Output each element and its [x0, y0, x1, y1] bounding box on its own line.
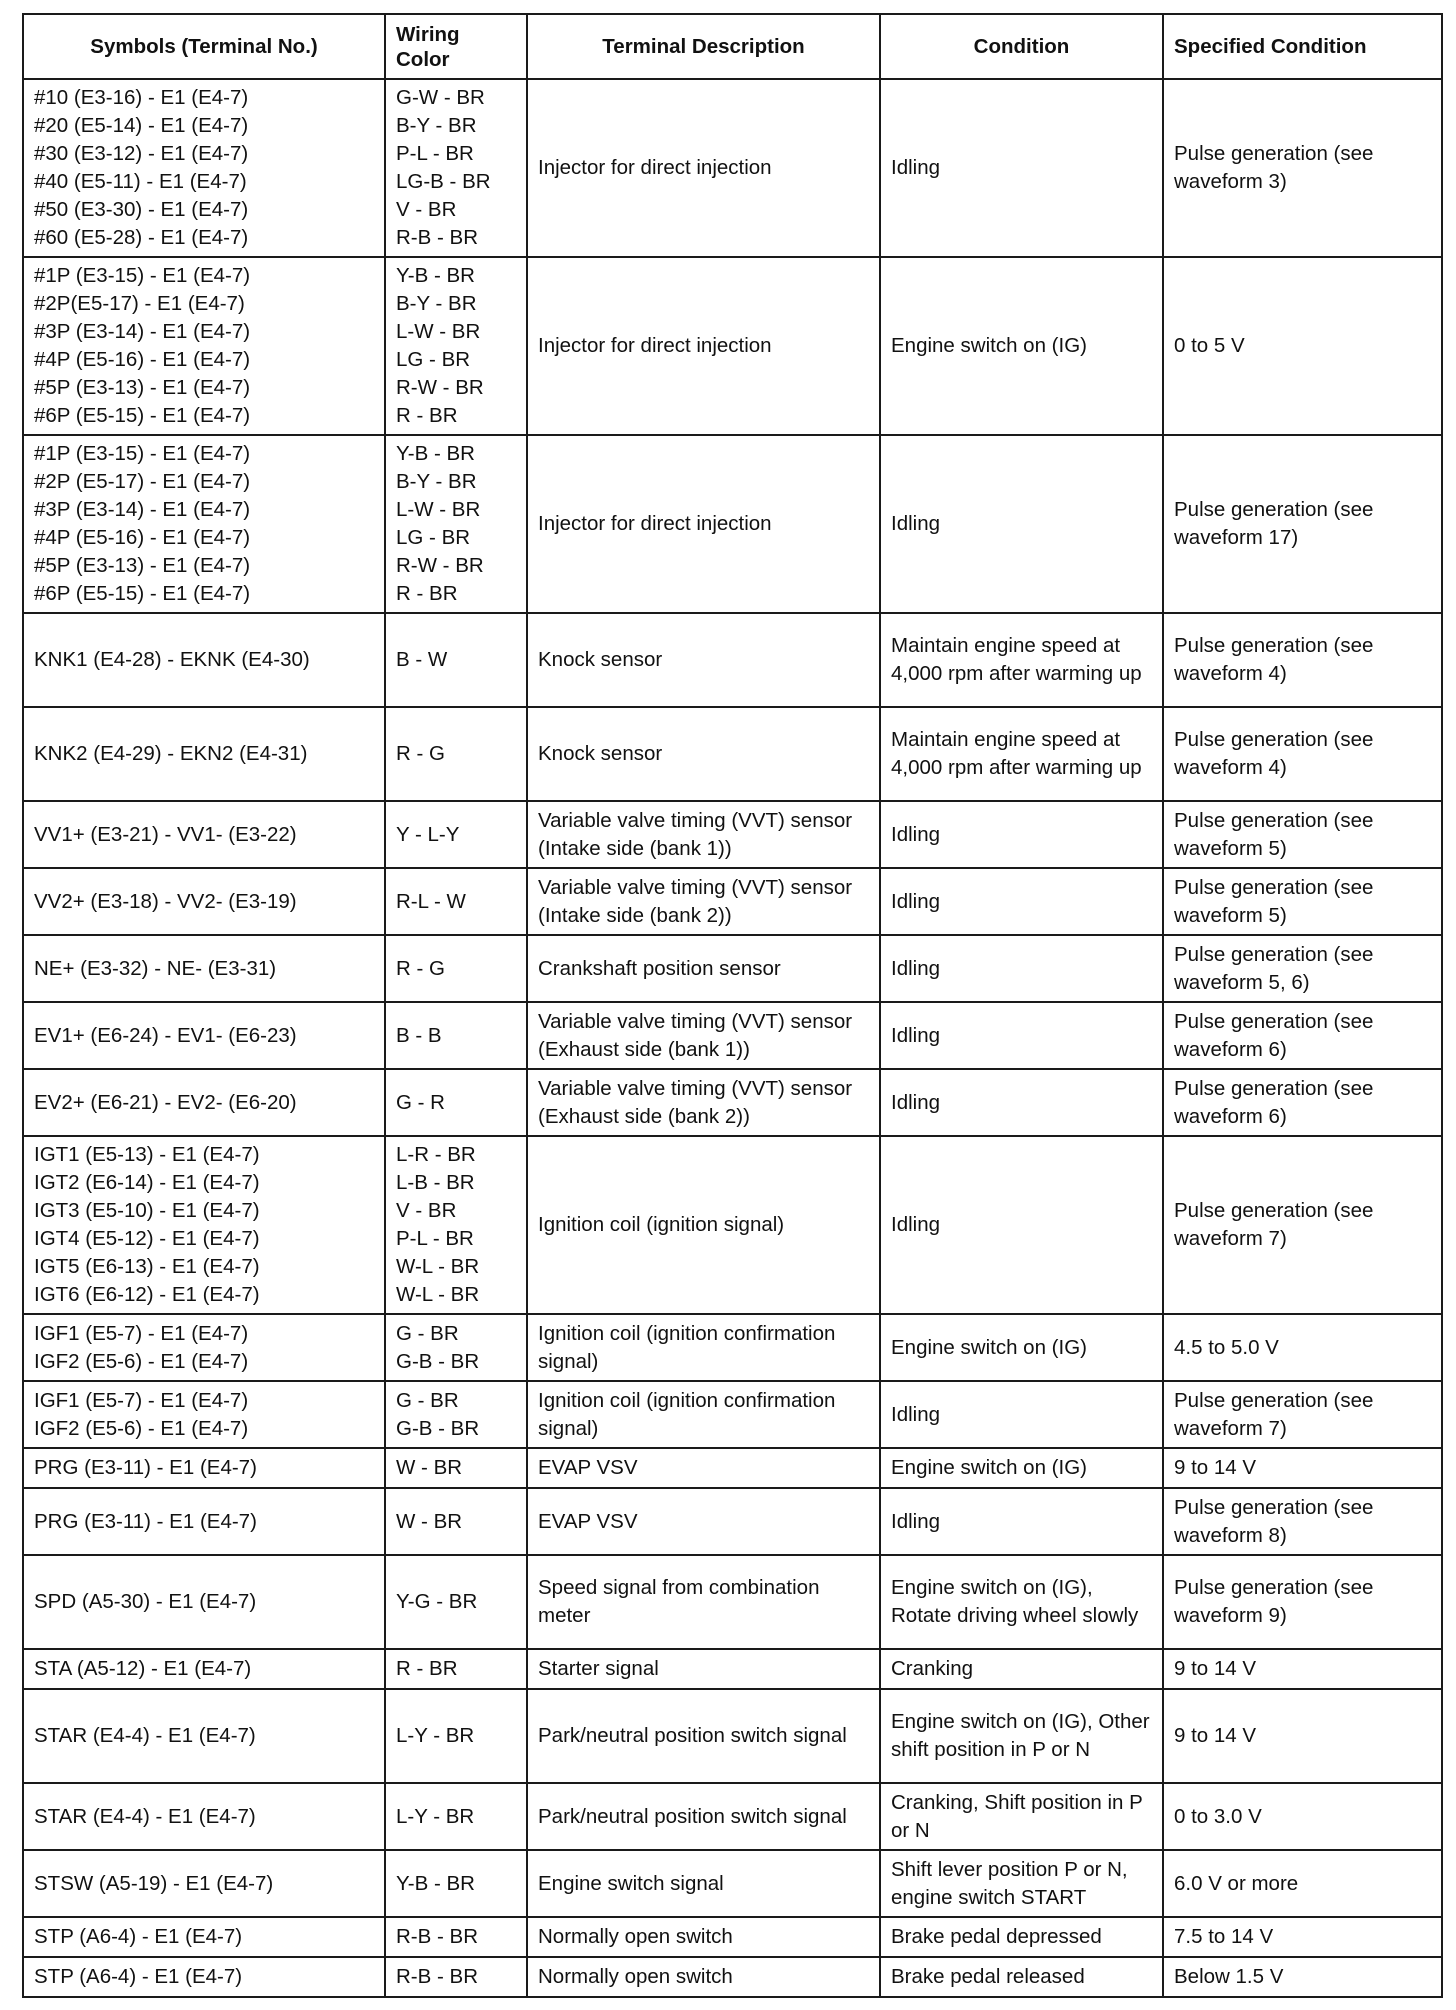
- terminal-spec-table: [22, 13, 1443, 1998]
- header-specified-condition: Specified Condition: [1163, 14, 1442, 79]
- cell-condition-text: Idling: [891, 1509, 941, 1533]
- cell-condition: [880, 1448, 1163, 1488]
- symbol-line: STAR (E4-4) - E1 (E4-7): [34, 1724, 256, 1747]
- cell-condition-text: Shift lever position P or N, engine switch START: [891, 1857, 1128, 1909]
- cell-specified-condition-text: Pulse generation (see waveform 5): [1174, 875, 1374, 927]
- cell-symbols: [23, 935, 385, 1002]
- wiring-line: Y-B - BR: [396, 1871, 475, 1895]
- cell-condition: [880, 1689, 1163, 1783]
- cell-condition: [880, 1488, 1163, 1555]
- cell-condition: [880, 257, 1163, 435]
- cell-symbols: [23, 613, 385, 707]
- cell-terminal-description-text: Ignition coil (ignition signal): [538, 1213, 785, 1236]
- symbol-line: STSW (A5-19) - E1 (E4-7): [34, 1871, 274, 1895]
- cell-terminal-description: [527, 1783, 880, 1850]
- cell-wiring-color: [385, 1917, 527, 1957]
- cell-wiring-color: [385, 801, 527, 868]
- cell-wiring-color: [385, 1783, 527, 1850]
- wiring-line: W-L - BR: [396, 1283, 480, 1306]
- cell-terminal-description: [527, 435, 880, 613]
- table-row: [23, 1783, 1442, 1850]
- cell-symbols: [23, 1488, 385, 1555]
- cell-condition-text: Idling: [891, 512, 941, 535]
- table-row: [23, 801, 1442, 868]
- cell-wiring-color: [385, 1649, 527, 1689]
- cell-terminal-description-text: Speed signal from combination meter: [538, 1576, 820, 1627]
- wiring-line: V - BR: [396, 198, 457, 221]
- symbol-line: EV2+ (E6-21) - EV2- (E6-20): [34, 1090, 297, 1114]
- cell-condition: [880, 868, 1163, 935]
- cell-specified-condition: [1163, 1136, 1442, 1314]
- cell-specified-condition: [1163, 868, 1442, 935]
- wiring-line: B - B: [396, 1023, 442, 1047]
- cell-specified-condition-text: 4.5 to 5.0 V: [1174, 1335, 1279, 1359]
- cell-condition-text: Engine switch on (IG): [891, 334, 1087, 357]
- wiring-line: L-B - BR: [396, 1171, 475, 1194]
- cell-specified-condition: [1163, 1555, 1442, 1649]
- cell-specified-condition-text: Pulse generation (see waveform 5, 6): [1174, 942, 1374, 994]
- cell-specified-condition-text: 7.5 to 14 V: [1174, 1925, 1274, 1948]
- wiring-line: W - BR: [396, 1456, 463, 1479]
- symbol-line: #60 (E5-28) - E1 (E4-7): [34, 226, 249, 249]
- cell-wiring-color: [385, 1069, 527, 1136]
- symbol-line: IGF2 (E5-6) - E1 (E4-7): [34, 1416, 249, 1440]
- cell-specified-condition: [1163, 1488, 1442, 1555]
- cell-terminal-description: [527, 1555, 880, 1649]
- table-row: [23, 1917, 1442, 1957]
- cell-symbols: [23, 801, 385, 868]
- cell-terminal-description-text: Starter signal: [538, 1657, 659, 1680]
- cell-terminal-description: [527, 1069, 880, 1136]
- cell-condition: [880, 1917, 1163, 1957]
- table-row: [23, 1314, 1442, 1381]
- cell-terminal-description-text: Variable valve timing (VVT) sensor (Exhaust side (bank 1)): [538, 1009, 853, 1061]
- wiring-line: G-B - BR: [396, 1349, 480, 1373]
- symbol-line: #6P (E5-15) - E1 (E4-7): [34, 404, 251, 427]
- symbol-line: IGF1 (E5-7) - E1 (E4-7): [34, 1321, 249, 1345]
- cell-wiring-color: [385, 613, 527, 707]
- cell-specified-condition: [1163, 1649, 1442, 1689]
- wiring-line: LG - BR: [396, 348, 471, 371]
- cell-terminal-description-text: Normally open switch: [538, 1965, 733, 1988]
- symbol-line: IGT6 (E6-12) - E1 (E4-7): [34, 1283, 260, 1306]
- cell-symbols: [23, 1917, 385, 1957]
- cell-wiring-color: [385, 1002, 527, 1069]
- cell-condition: [880, 707, 1163, 801]
- wiring-line: B-Y - BR: [396, 114, 477, 137]
- header-condition: Condition: [880, 14, 1163, 79]
- cell-symbols: [23, 1783, 385, 1850]
- cell-symbols: [23, 1649, 385, 1689]
- cell-terminal-description: [527, 1448, 880, 1488]
- cell-condition-text: Idling: [891, 889, 941, 913]
- wiring-line: R-W - BR: [396, 554, 484, 577]
- symbol-line: #50 (E3-30) - E1 (E4-7): [34, 198, 249, 221]
- table-row: [23, 1069, 1442, 1136]
- cell-specified-condition: [1163, 1069, 1442, 1136]
- cell-symbols: [23, 707, 385, 801]
- cell-symbols: [23, 1850, 385, 1917]
- cell-condition: [880, 1381, 1163, 1448]
- cell-terminal-description-text: EVAP VSV: [538, 1456, 638, 1479]
- wiring-line: V - BR: [396, 1199, 457, 1222]
- cell-specified-condition: [1163, 707, 1442, 801]
- cell-symbols: [23, 79, 385, 257]
- table-row: [23, 1957, 1442, 1997]
- wiring-line: G - BR: [396, 1321, 459, 1345]
- cell-condition: [880, 435, 1163, 613]
- cell-terminal-description-text: Ignition coil (ignition confirmation signal): [538, 1388, 836, 1440]
- cell-terminal-description: [527, 1002, 880, 1069]
- cell-symbols: [23, 1136, 385, 1314]
- cell-specified-condition-text: 0 to 3.0 V: [1174, 1804, 1262, 1828]
- cell-terminal-description-text: EVAP VSV: [538, 1509, 638, 1533]
- cell-condition: [880, 1555, 1163, 1649]
- cell-wiring-color: [385, 79, 527, 257]
- cell-terminal-description: [527, 801, 880, 868]
- cell-terminal-description: [527, 935, 880, 1002]
- cell-wiring-color: [385, 935, 527, 1002]
- cell-terminal-description-text: Injector for direct injection: [538, 512, 772, 535]
- cell-specified-condition: [1163, 1002, 1442, 1069]
- wiring-line: W - BR: [396, 1509, 463, 1533]
- cell-terminal-description-text: Knock sensor: [538, 742, 663, 765]
- wiring-line: Y-B - BR: [396, 442, 475, 465]
- symbol-line: IGT5 (E6-13) - E1 (E4-7): [34, 1255, 260, 1278]
- cell-specified-condition: [1163, 257, 1442, 435]
- cell-terminal-description: [527, 257, 880, 435]
- cell-terminal-description-text: Crankshaft position sensor: [538, 956, 781, 980]
- cell-specified-condition-text: Pulse generation (see waveform 6): [1174, 1076, 1374, 1128]
- cell-condition-text: Idling: [891, 1090, 941, 1114]
- cell-terminal-description: [527, 1649, 880, 1689]
- cell-terminal-description-text: Variable valve timing (VVT) sensor (Exhaust side (bank 2)): [538, 1076, 853, 1128]
- table-row: [23, 1002, 1442, 1069]
- cell-terminal-description: [527, 1957, 880, 1997]
- cell-condition: [880, 1069, 1163, 1136]
- cell-terminal-description: [527, 1689, 880, 1783]
- cell-condition-text: Brake pedal depressed: [891, 1925, 1102, 1948]
- cell-condition: [880, 1783, 1163, 1850]
- wiring-line: R - BR: [396, 582, 458, 605]
- cell-terminal-description: [527, 1850, 880, 1917]
- cell-terminal-description: [527, 613, 880, 707]
- cell-terminal-description: [527, 1488, 880, 1555]
- cell-specified-condition-text: Pulse generation (see waveform 7): [1174, 1199, 1374, 1250]
- wiring-line: Y-G - BR: [396, 1590, 478, 1613]
- cell-specified-condition-text: 0 to 5 V: [1174, 334, 1245, 357]
- cell-specified-condition-text: Below 1.5 V: [1174, 1965, 1284, 1988]
- cell-condition-text: Idling: [891, 1213, 941, 1236]
- symbol-line: #4P (E5-16) - E1 (E4-7): [34, 348, 251, 371]
- cell-terminal-description-text: Variable valve timing (VVT) sensor (Intake side (bank 2)): [538, 875, 853, 927]
- wiring-line: LG-B - BR: [396, 170, 491, 193]
- cell-specified-condition: [1163, 1689, 1442, 1783]
- symbol-line: #20 (E5-14) - E1 (E4-7): [34, 114, 249, 137]
- cell-specified-condition-text: 9 to 14 V: [1174, 1724, 1257, 1747]
- cell-symbols: [23, 1448, 385, 1488]
- cell-symbols: [23, 1381, 385, 1448]
- cell-specified-condition: [1163, 935, 1442, 1002]
- symbol-line: IGF1 (E5-7) - E1 (E4-7): [34, 1388, 249, 1412]
- cell-specified-condition: [1163, 435, 1442, 613]
- symbol-line: #1P (E3-15) - E1 (E4-7): [34, 442, 251, 465]
- wiring-line: G-B - BR: [396, 1416, 480, 1440]
- wiring-line: B-Y - BR: [396, 292, 477, 315]
- cell-condition: [880, 1957, 1163, 1997]
- cell-condition-text: Idling: [891, 156, 941, 179]
- cell-wiring-color: [385, 1488, 527, 1555]
- table-row: [23, 1488, 1442, 1555]
- cell-condition-text: Cranking, Shift position in P or N: [891, 1790, 1143, 1842]
- cell-condition-text: Maintain engine speed at 4,000 rpm after warming up: [891, 728, 1142, 779]
- cell-wiring-color: [385, 435, 527, 613]
- symbol-line: PRG (E3-11) - E1 (E4-7): [34, 1456, 257, 1479]
- symbol-line: STAR (E4-4) - E1 (E4-7): [34, 1804, 256, 1828]
- symbol-line: IGT3 (E5-10) - E1 (E4-7): [34, 1199, 260, 1222]
- cell-condition-text: Engine switch on (IG), Rotate driving wheel slowly: [891, 1576, 1139, 1627]
- symbol-line: #2P(E5-17) - E1 (E4-7): [34, 292, 245, 315]
- cell-specified-condition-text: Pulse generation (see waveform 5): [1174, 808, 1374, 860]
- table-row: [23, 1448, 1442, 1488]
- symbol-line: VV2+ (E3-18) - VV2- (E3-19): [34, 889, 297, 913]
- symbol-line: EV1+ (E6-24) - EV1- (E6-23): [34, 1023, 297, 1047]
- cell-specified-condition: [1163, 1381, 1442, 1448]
- cell-specified-condition-text: Pulse generation (see waveform 3): [1174, 142, 1374, 193]
- wiring-line: Y-B - BR: [396, 264, 475, 287]
- table-row: [23, 1850, 1442, 1917]
- cell-symbols: [23, 1069, 385, 1136]
- table-row: [23, 1381, 1442, 1448]
- header-symbols: Symbols (Terminal No.): [23, 14, 385, 79]
- wiring-line: R-B - BR: [396, 1925, 478, 1948]
- cell-terminal-description-text: Engine switch signal: [538, 1871, 724, 1895]
- symbol-line: #40 (E5-11) - E1 (E4-7): [34, 170, 247, 193]
- cell-condition: [880, 935, 1163, 1002]
- cell-specified-condition-text: Pulse generation (see waveform 7): [1174, 1388, 1374, 1440]
- cell-wiring-color: [385, 1314, 527, 1381]
- table-row: [23, 79, 1442, 257]
- symbol-line: #2P (E5-17) - E1 (E4-7): [34, 470, 251, 493]
- cell-specified-condition: [1163, 1917, 1442, 1957]
- cell-specified-condition: [1163, 1850, 1442, 1917]
- table-row: [23, 707, 1442, 801]
- cell-specified-condition-text: Pulse generation (see waveform 9): [1174, 1576, 1374, 1627]
- cell-specified-condition: [1163, 1314, 1442, 1381]
- symbol-line: #4P (E5-16) - E1 (E4-7): [34, 526, 251, 549]
- cell-symbols: [23, 1555, 385, 1649]
- header-wiring-color: Wiring Color: [385, 14, 527, 79]
- cell-condition-text: Idling: [891, 1023, 941, 1047]
- cell-specified-condition: [1163, 1783, 1442, 1850]
- symbol-line: STA (A5-12) - E1 (E4-7): [34, 1657, 252, 1680]
- cell-symbols: [23, 1957, 385, 1997]
- symbol-line: #3P (E3-14) - E1 (E4-7): [34, 498, 251, 521]
- cell-specified-condition-text: 9 to 14 V: [1174, 1456, 1257, 1479]
- cell-specified-condition-text: Pulse generation (see waveform 4): [1174, 728, 1374, 779]
- cell-specified-condition-text: Pulse generation (see waveform 17): [1174, 498, 1374, 549]
- symbol-line: NE+ (E3-32) - NE- (E3-31): [34, 956, 277, 980]
- cell-terminal-description: [527, 1314, 880, 1381]
- symbol-line: IGT2 (E6-14) - E1 (E4-7): [34, 1171, 260, 1194]
- wiring-line: L-Y - BR: [396, 1724, 475, 1747]
- cell-terminal-description-text: Injector for direct injection: [538, 156, 772, 179]
- symbol-line: #5P (E3-13) - E1 (E4-7): [34, 376, 251, 399]
- cell-terminal-description: [527, 1136, 880, 1314]
- cell-condition: [880, 801, 1163, 868]
- header-terminal-description: Terminal Description: [527, 14, 880, 79]
- wiring-line: Y - L-Y: [396, 822, 460, 846]
- wiring-line: W-L - BR: [396, 1255, 480, 1278]
- cell-terminal-description: [527, 868, 880, 935]
- wiring-line: B - W: [396, 648, 448, 671]
- wiring-line: G - BR: [396, 1388, 459, 1412]
- wiring-line: R-B - BR: [396, 1965, 478, 1988]
- cell-terminal-description-text: Normally open switch: [538, 1925, 733, 1948]
- header-row: [23, 14, 1442, 79]
- cell-wiring-color: [385, 1850, 527, 1917]
- table-row: [23, 1136, 1442, 1314]
- cell-condition: [880, 79, 1163, 257]
- wiring-line: R - G: [396, 956, 445, 980]
- wiring-line: R - G: [396, 742, 445, 765]
- cell-wiring-color: [385, 1689, 527, 1783]
- cell-wiring-color: [385, 868, 527, 935]
- wiring-line: R-B - BR: [396, 226, 478, 249]
- cell-wiring-color: [385, 1555, 527, 1649]
- cell-wiring-color: [385, 1448, 527, 1488]
- cell-condition-text: Engine switch on (IG): [891, 1335, 1087, 1359]
- table-row: [23, 435, 1442, 613]
- wiring-line: R - BR: [396, 404, 458, 427]
- cell-condition: [880, 1314, 1163, 1381]
- wiring-line: G - R: [396, 1090, 445, 1114]
- symbol-line: #30 (E3-12) - E1 (E4-7): [34, 142, 249, 165]
- table-body: [23, 79, 1442, 1997]
- wiring-line: P-L - BR: [396, 1227, 474, 1250]
- symbol-line: KNK1 (E4-28) - EKNK (E4-30): [34, 648, 310, 671]
- cell-wiring-color: [385, 1957, 527, 1997]
- wiring-line: L-R - BR: [396, 1143, 476, 1166]
- cell-terminal-description-text: Ignition coil (ignition confirmation signal): [538, 1321, 836, 1373]
- cell-symbols: [23, 1689, 385, 1783]
- wiring-line: R - BR: [396, 1657, 458, 1680]
- cell-wiring-color: [385, 707, 527, 801]
- cell-specified-condition: [1163, 613, 1442, 707]
- table-row: [23, 935, 1442, 1002]
- table-row: [23, 257, 1442, 435]
- cell-condition: [880, 613, 1163, 707]
- cell-specified-condition-text: Pulse generation (see waveform 8): [1174, 1495, 1374, 1547]
- cell-specified-condition: [1163, 801, 1442, 868]
- wiring-line: R-L - W: [396, 889, 466, 913]
- cell-symbols: [23, 257, 385, 435]
- cell-terminal-description-text: Park/neutral position switch signal: [538, 1804, 847, 1828]
- table-row: [23, 613, 1442, 707]
- cell-condition-text: Engine switch on (IG), Other shift position in P or N: [891, 1710, 1150, 1761]
- wiring-line: G-W - BR: [396, 86, 485, 109]
- wiring-line: B-Y - BR: [396, 470, 477, 493]
- cell-condition: [880, 1850, 1163, 1917]
- cell-symbols: [23, 1314, 385, 1381]
- cell-condition-text: Maintain engine speed at 4,000 rpm after warming up: [891, 634, 1142, 685]
- cell-condition: [880, 1649, 1163, 1689]
- table-header: [23, 14, 1442, 79]
- cell-specified-condition-text: Pulse generation (see waveform 4): [1174, 634, 1374, 685]
- cell-wiring-color: [385, 1136, 527, 1314]
- symbol-line: IGT4 (E5-12) - E1 (E4-7): [34, 1227, 260, 1250]
- symbol-line: STP (A6-4) - E1 (E4-7): [34, 1925, 243, 1948]
- cell-condition: [880, 1136, 1163, 1314]
- symbol-line: IGT1 (E5-13) - E1 (E4-7): [34, 1143, 260, 1166]
- cell-condition-text: Idling: [891, 822, 941, 846]
- table-row: [23, 1689, 1442, 1783]
- symbol-line: #6P (E5-15) - E1 (E4-7): [34, 582, 251, 605]
- symbol-line: #10 (E3-16) - E1 (E4-7): [34, 86, 249, 109]
- cell-terminal-description: [527, 707, 880, 801]
- cell-condition-text: Cranking: [891, 1657, 974, 1680]
- cell-symbols: [23, 1002, 385, 1069]
- symbol-line: IGF2 (E5-6) - E1 (E4-7): [34, 1349, 249, 1373]
- symbol-line: SPD (A5-30) - E1 (E4-7): [34, 1590, 257, 1613]
- wiring-line: LG - BR: [396, 526, 471, 549]
- cell-terminal-description: [527, 1917, 880, 1957]
- cell-condition-text: Engine switch on (IG): [891, 1456, 1087, 1479]
- cell-terminal-description-text: Knock sensor: [538, 648, 663, 671]
- cell-condition: [880, 1002, 1163, 1069]
- symbol-line: VV1+ (E3-21) - VV1- (E3-22): [34, 822, 297, 846]
- cell-specified-condition: [1163, 79, 1442, 257]
- cell-wiring-color: [385, 1381, 527, 1448]
- symbol-line: STP (A6-4) - E1 (E4-7): [34, 1965, 243, 1988]
- wiring-line: R-W - BR: [396, 376, 484, 399]
- cell-terminal-description: [527, 79, 880, 257]
- cell-symbols: [23, 868, 385, 935]
- cell-specified-condition: [1163, 1957, 1442, 1997]
- cell-terminal-description-text: Park/neutral position switch signal: [538, 1724, 847, 1747]
- cell-terminal-description-text: Injector for direct injection: [538, 334, 772, 357]
- cell-specified-condition-text: 6.0 V or more: [1174, 1871, 1299, 1895]
- wiring-line: L-Y - BR: [396, 1804, 475, 1828]
- cell-specified-condition-text: Pulse generation (see waveform 6): [1174, 1009, 1374, 1061]
- table-row: [23, 868, 1442, 935]
- wiring-line: L-W - BR: [396, 320, 481, 343]
- cell-wiring-color: [385, 257, 527, 435]
- cell-terminal-description: [527, 1381, 880, 1448]
- cell-condition-text: Brake pedal released: [891, 1965, 1085, 1988]
- wiring-line: P-L - BR: [396, 142, 474, 165]
- symbol-line: #1P (E3-15) - E1 (E4-7): [34, 264, 251, 287]
- cell-specified-condition: [1163, 1448, 1442, 1488]
- table-row: [23, 1649, 1442, 1689]
- cell-condition-text: Idling: [891, 1402, 941, 1426]
- symbol-line: PRG (E3-11) - E1 (E4-7): [34, 1509, 257, 1533]
- wiring-line: L-W - BR: [396, 498, 481, 521]
- cell-specified-condition-text: 9 to 14 V: [1174, 1657, 1257, 1680]
- table-row: [23, 1555, 1442, 1649]
- symbol-line: #3P (E3-14) - E1 (E4-7): [34, 320, 251, 343]
- cell-symbols: [23, 435, 385, 613]
- cell-condition-text: Idling: [891, 956, 941, 980]
- symbol-line: KNK2 (E4-29) - EKN2 (E4-31): [34, 742, 308, 765]
- symbol-line: #5P (E3-13) - E1 (E4-7): [34, 554, 251, 577]
- cell-terminal-description-text: Variable valve timing (VVT) sensor (Intake side (bank 1)): [538, 808, 853, 860]
